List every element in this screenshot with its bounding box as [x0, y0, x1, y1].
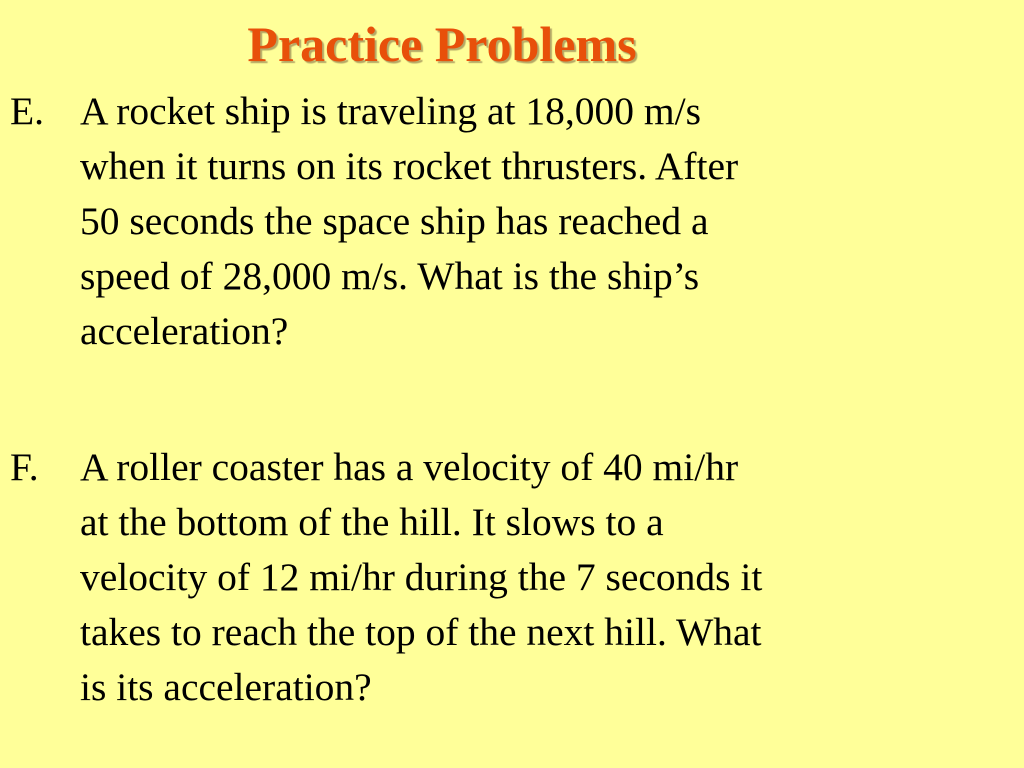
- problem-line: when it turns on its rocket thrusters. After: [80, 144, 739, 188]
- problem-line: acceleration?: [80, 309, 289, 353]
- problem-line: at the bottom of the hill. It slows to a: [80, 500, 664, 544]
- problem-line: A roller coaster has a velocity of 40 mi/hr: [80, 445, 739, 489]
- problem-line: speed of 28,000 m/s. What is the ship’s: [80, 254, 700, 298]
- problem-line: velocity of 12 mi/hr during the 7 seconds it: [80, 555, 763, 599]
- problem-line: A rocket ship is traveling at 18,000 m/s: [80, 89, 701, 133]
- problem-line: is its acceleration?: [80, 665, 372, 709]
- problem-marker: E.: [10, 89, 45, 133]
- slide-title: Practice Problems: [247, 16, 637, 72]
- problem-marker: F.: [10, 445, 39, 489]
- problem-line: 50 seconds the space ship has reached a: [80, 199, 709, 243]
- problem-e: [0, 84, 1024, 359]
- problem-f: [0, 440, 1024, 715]
- problem-line: takes to reach the top of the next hill. What: [80, 610, 762, 654]
